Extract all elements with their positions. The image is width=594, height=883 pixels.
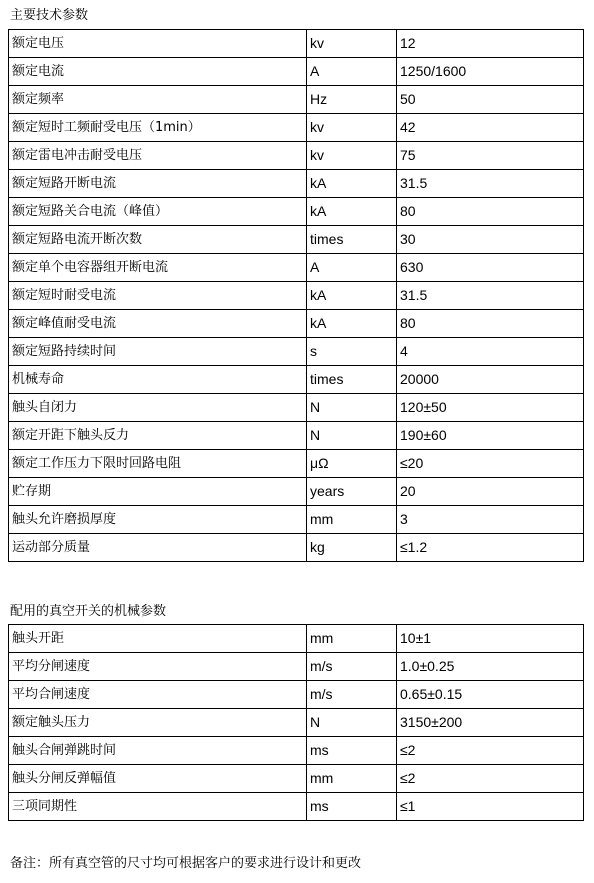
param-value-cell: 30 xyxy=(397,226,584,254)
param-value-cell: 4 xyxy=(397,338,584,366)
table-row xyxy=(9,709,584,737)
table-row xyxy=(9,114,584,142)
param-value-cell: 31.5 xyxy=(397,170,584,198)
table-row xyxy=(9,793,584,821)
param-value-cell: 20 xyxy=(397,478,584,506)
param-unit-cell: kA xyxy=(307,170,397,198)
param-value-cell: 80 xyxy=(397,310,584,338)
param-unit-cell: kg xyxy=(307,534,397,562)
param-value-cell: 1.0±0.25 xyxy=(397,653,584,681)
param-name-cell: 触头允许磨损厚度 xyxy=(9,506,307,534)
param-unit-cell: ms xyxy=(307,793,397,821)
param-name-cell: 贮存期 xyxy=(9,478,307,506)
param-value-cell: ≤1 xyxy=(397,793,584,821)
param-name-cell: 触头自闭力 xyxy=(9,394,307,422)
param-unit-cell: times xyxy=(307,366,397,394)
param-value-cell: ≤20 xyxy=(397,450,584,478)
table-row xyxy=(9,198,584,226)
param-value-cell: 50 xyxy=(397,86,584,114)
table-row xyxy=(9,338,584,366)
param-value-cell: 31.5 xyxy=(397,282,584,310)
param-value-cell: 630 xyxy=(397,254,584,282)
table-row xyxy=(9,478,584,506)
param-unit-cell: μΩ xyxy=(307,450,397,478)
table-row xyxy=(9,653,584,681)
table-row xyxy=(9,310,584,338)
param-name-cell: 额定频率 xyxy=(9,86,307,114)
param-name-cell: 额定雷电冲击耐受电压 xyxy=(9,142,307,170)
table-row xyxy=(9,282,584,310)
param-unit-cell: Hz xyxy=(307,86,397,114)
param-unit-cell: A xyxy=(307,58,397,86)
param-value-cell: 10±1 xyxy=(397,625,584,653)
param-value-cell: ≤1.2 xyxy=(397,534,584,562)
param-unit-cell: N xyxy=(307,422,397,450)
param-name-cell: 额定短路关合电流（峰值） xyxy=(9,198,307,226)
param-name-cell: 额定开距下触头反力 xyxy=(9,422,307,450)
param-name-cell: 触头开距 xyxy=(9,625,307,653)
table-row xyxy=(9,58,584,86)
param-name-cell: 额定短路电流开断次数 xyxy=(9,226,307,254)
table-row xyxy=(9,30,584,58)
param-name-cell: 额定单个电容器组开断电流 xyxy=(9,254,307,282)
param-name-cell: 触头合闸弹跳时间 xyxy=(9,737,307,765)
param-name-cell: 机械寿命 xyxy=(9,366,307,394)
param-unit-cell: kA xyxy=(307,310,397,338)
param-unit-cell: kv xyxy=(307,142,397,170)
param-name-cell: 额定短路开断电流 xyxy=(9,170,307,198)
table-row xyxy=(9,142,584,170)
param-value-cell: ≤2 xyxy=(397,765,584,793)
param-unit-cell: times xyxy=(307,226,397,254)
param-name-cell: 额定峰值耐受电流 xyxy=(9,310,307,338)
mech-params-table xyxy=(8,624,584,821)
param-value-cell: 42 xyxy=(397,114,584,142)
param-value-cell: 190±60 xyxy=(397,422,584,450)
table-row xyxy=(9,450,584,478)
param-unit-cell: kv xyxy=(307,114,397,142)
table-row xyxy=(9,422,584,450)
param-name-cell: 额定短时工频耐受电压（1min） xyxy=(9,114,307,142)
table-row xyxy=(9,534,584,562)
param-value-cell: 1250/1600 xyxy=(397,58,584,86)
param-value-cell: ≤2 xyxy=(397,737,584,765)
param-name-cell: 额定电压 xyxy=(9,30,307,58)
param-unit-cell: years xyxy=(307,478,397,506)
table-row xyxy=(9,170,584,198)
param-name-cell: 额定工作压力下限时回路电阻 xyxy=(9,450,307,478)
param-unit-cell: mm xyxy=(307,625,397,653)
param-name-cell: 触头分闸反弹幅值 xyxy=(9,765,307,793)
main-params-table xyxy=(8,29,584,562)
param-unit-cell: mm xyxy=(307,506,397,534)
param-unit-cell: ms xyxy=(307,737,397,765)
param-unit-cell: kA xyxy=(307,282,397,310)
param-name-cell: 平均分闸速度 xyxy=(9,653,307,681)
table-row xyxy=(9,765,584,793)
table-row xyxy=(9,625,584,653)
footer-note: 备注：所有真空管的尺寸均可根据客户的要求进行设计和更改 xyxy=(10,856,362,871)
table-row xyxy=(9,394,584,422)
param-value-cell: 80 xyxy=(397,198,584,226)
param-unit-cell: kv xyxy=(307,30,397,58)
param-name-cell: 额定电流 xyxy=(9,58,307,86)
param-unit-cell: N xyxy=(307,394,397,422)
mech-params-title: 配用的真空开关的机械参数 xyxy=(10,604,167,619)
table-row xyxy=(9,737,584,765)
param-value-cell: 3150±200 xyxy=(397,709,584,737)
param-unit-cell: A xyxy=(307,254,397,282)
param-name-cell: 额定短时耐受电流 xyxy=(9,282,307,310)
table-row xyxy=(9,506,584,534)
table-row xyxy=(9,226,584,254)
param-value-cell: 75 xyxy=(397,142,584,170)
param-unit-cell: m/s xyxy=(307,681,397,709)
param-value-cell: 12 xyxy=(397,30,584,58)
param-name-cell: 平均合闸速度 xyxy=(9,681,307,709)
param-name-cell: 三项同期性 xyxy=(9,793,307,821)
param-name-cell: 运动部分质量 xyxy=(9,534,307,562)
param-name-cell: 额定触头压力 xyxy=(9,709,307,737)
table-row xyxy=(9,86,584,114)
table-row xyxy=(9,366,584,394)
param-unit-cell: s xyxy=(307,338,397,366)
param-value-cell: 3 xyxy=(397,506,584,534)
table-row xyxy=(9,254,584,282)
param-unit-cell: N xyxy=(307,709,397,737)
main-params-title: 主要技术参数 xyxy=(10,8,89,23)
param-unit-cell: m/s xyxy=(307,653,397,681)
table-row xyxy=(9,681,584,709)
param-unit-cell: kA xyxy=(307,198,397,226)
param-unit-cell: mm xyxy=(307,765,397,793)
param-value-cell: 120±50 xyxy=(397,394,584,422)
param-value-cell: 20000 xyxy=(397,366,584,394)
param-name-cell: 额定短路持续时间 xyxy=(9,338,307,366)
param-value-cell: 0.65±0.15 xyxy=(397,681,584,709)
